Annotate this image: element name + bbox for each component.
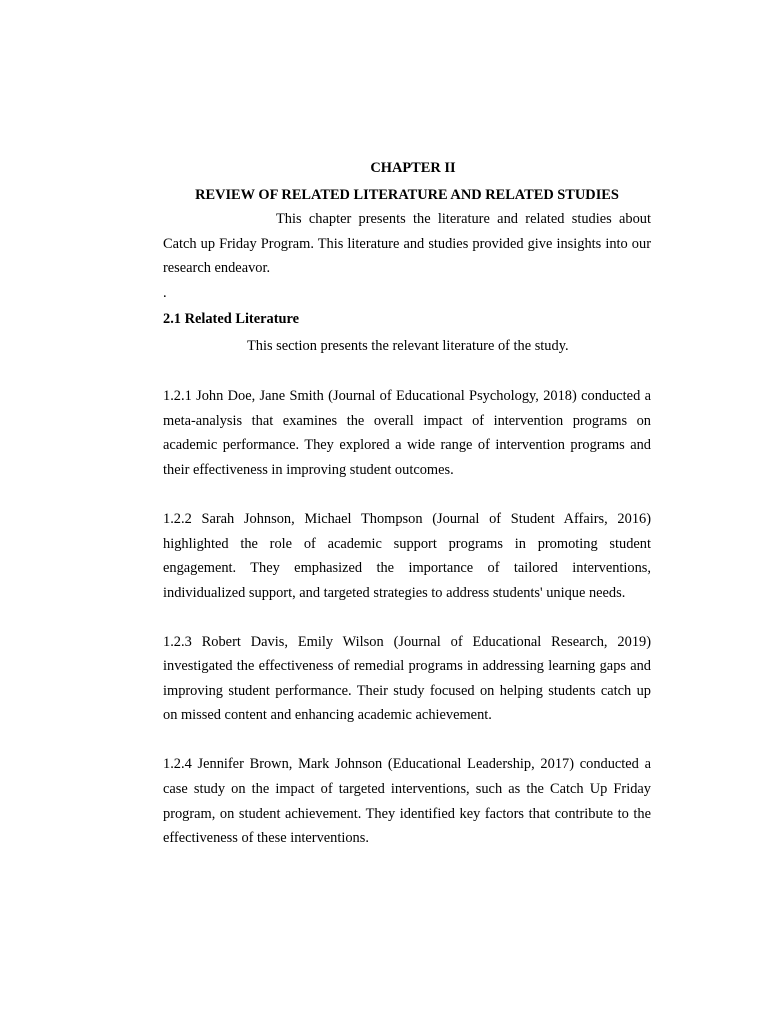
stray-dot: . [163,284,167,301]
chapter-title: REVIEW OF RELATED LITERATURE AND RELATED STUDIES [195,186,619,203]
chapter-number: CHAPTER II [370,160,456,176]
document-page [163,156,651,875]
literature-entry-2: 1.2.2 Sarah Johnson, Michael Thompson (Journal of Student Affairs, 2016) highlighted the role of academic support programs in promoting student engagement. They emphasized the importance of tailored interventions, individualized support, and targeted strategies to address students' unique needs. [163,510,651,601]
section-heading: 2.1 Related Literature [163,310,300,327]
literature-entry-3: 1.2.3 Robert Davis, Emily Wilson (Journal of Educational Research, 2019) investigated the effectiveness of remedial programs in addressing learning gaps and improving student performance. Their study focused on helping students catch up on missed content and enhancing academic achievement. [163,633,651,724]
chapter-intro-paragraph: This chapter presents the literature and related studies about Catch up Friday Program. This literature and studies provided give insights into our research endeavor. [163,211,651,277]
literature-entry-1: 1.2.1 John Doe, Jane Smith (Journal of Educational Psychology, 2018) conducted a meta-analysis that examines the overall impact of intervention programs on academic performance. They explored a wide range of intervention programs and their effectiveness in improving student outcomes. [163,388,651,478]
literature-entry-4: 1.2.4 Jennifer Brown, Mark Johnson (Educational Leadership, 2017) conducted a case study on the impact of targeted interventions, such as the Catch Up Friday program, on student achievement. They identified key factors that contribute to the effectiveness of these interventions. [163,756,651,847]
section-intro-paragraph: This section presents the relevant literature of the study. [247,337,569,354]
